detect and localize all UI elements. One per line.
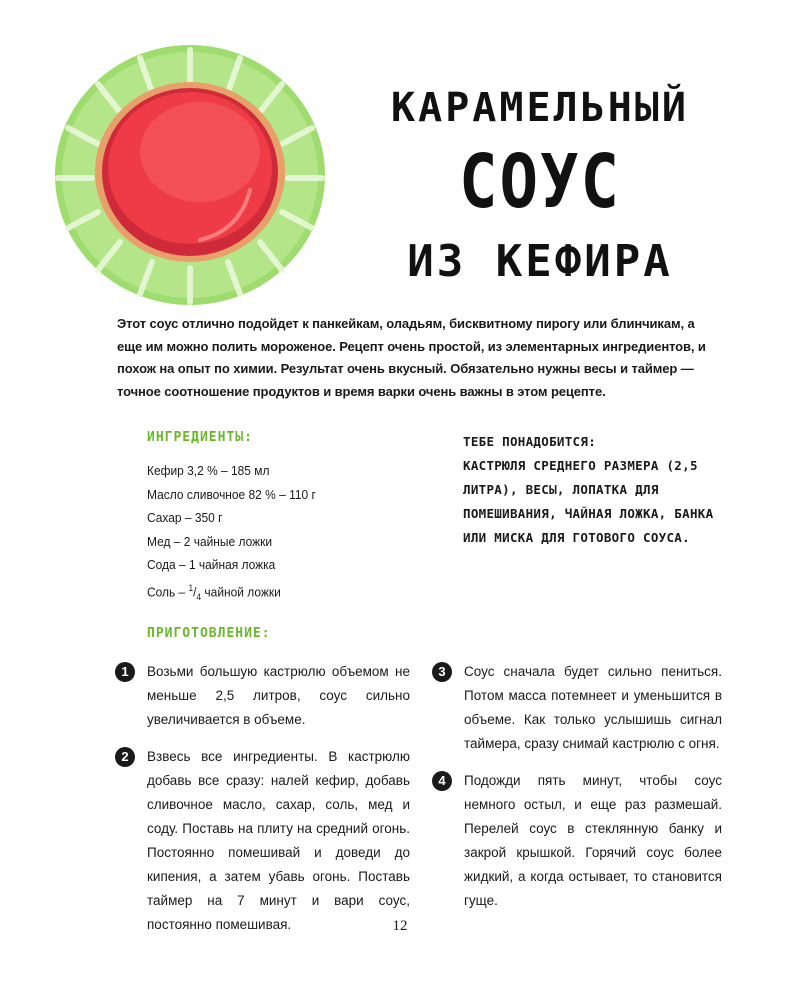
title-line-3: ИЗ КЕФИРА	[407, 236, 673, 287]
ingredient-item: Сахар – 350 г	[147, 510, 223, 525]
fraction-numerator: 1	[188, 582, 194, 593]
steps-column-right	[432, 660, 722, 926]
step-number-badge: 3	[432, 662, 452, 682]
ingredient-item: Масло сливочное 82 % – 110 г	[147, 486, 316, 502]
fraction-slash: /	[193, 583, 197, 599]
recipe-title	[340, 80, 740, 292]
step-number-badge: 1	[115, 662, 135, 682]
ingredient-item: Сода – 1 чайная ложка	[147, 557, 276, 572]
intro-paragraph: Этот соус отлично подойдет к панкейкам, оладьям, бисквитному пирогу или блинчикам, а еще им можно полить мороженое. Рецепт очень простой, из элементарных ингредиентов, и похож на опыт по химии. Результат очень вкусный. Обязательно нужны весы и таймер — точное соотношение продуктов и время варки очень важны в этом рецепте.	[117, 316, 706, 399]
page-number: 12	[392, 918, 408, 934]
step-text: Подожди пять минут, чтобы соус немного остыл, и еще раз размешай. Перелей соус в стеклянную банку и закрой крышкой. Горячий соус более жидкий, а когда остывает, то становится гуще.	[464, 773, 722, 908]
preparation-heading: ПРИГОТОВЛЕНИЕ:	[147, 626, 271, 641]
title-line-1: КАРАМЕЛЬНЫЙ	[391, 85, 689, 131]
step-3	[432, 660, 722, 756]
ingredient-item: Кефир 3,2 % – 185 мл	[147, 463, 270, 478]
ingredient-salt-prefix: Соль –	[147, 583, 189, 599]
tools-text: КАСТРЮЛЯ СРЕДНЕГО РАЗМЕРА (2,5 ЛИТРА), ВЕСЫ, ЛОПАТКА ДЛЯ ПОМЕШИВАНИЯ, ЧАЙНАЯ ЛОЖКА, БАНКА ИЛИ МИСКА ДЛЯ ГОТОВОГО СОУСА.	[463, 458, 714, 545]
ingredient-item	[147, 577, 423, 609]
step-text: Возьми большую кастрюлю объемом не меньше 2,5 литров, соус сильно увеличивается в объеме.	[147, 664, 410, 727]
sauce-bowl-illustration	[50, 40, 330, 310]
bowl-icon	[50, 40, 330, 310]
step-number-badge: 4	[432, 771, 452, 791]
ingredients-section	[147, 430, 447, 609]
title-line-2: СОУС	[458, 140, 622, 226]
step-4	[432, 769, 722, 913]
tools-heading: ТЕБЕ ПОНАДОБИТСЯ:	[463, 434, 597, 449]
steps-column-left	[115, 660, 410, 950]
ingredient-item: Мед – 2 чайные ложки	[147, 533, 273, 549]
ingredients-list	[147, 459, 423, 609]
ingredients-heading: ИНГРЕДИЕНТЫ:	[147, 430, 253, 445]
tools-section	[463, 430, 743, 550]
step-text: Соус сначала будет сильно пениться. Потом масса потемнеет и уменьшится в объеме. Как только услышишь сигнал таймера, сразу снимай кастрюлю с огня.	[464, 664, 722, 751]
step-number-badge: 2	[115, 747, 135, 767]
step-2	[115, 745, 410, 937]
step-1	[115, 660, 410, 732]
step-text: Взвесь все ингредиенты. В кастрюлю добавь все сразу: налей кефир, добавь сливочное масло, сахар, соль, мед и соду. Поставь на плиту на средний огонь. Постоянно помешивай и доведи до кипения, а затем убавь огонь. Поставь таймер на 7 минут и вари соус, постоянно помешивая.	[147, 749, 410, 932]
ingredient-salt-suffix: чайной ложки	[201, 583, 281, 599]
fraction-denominator: 4	[196, 591, 202, 602]
